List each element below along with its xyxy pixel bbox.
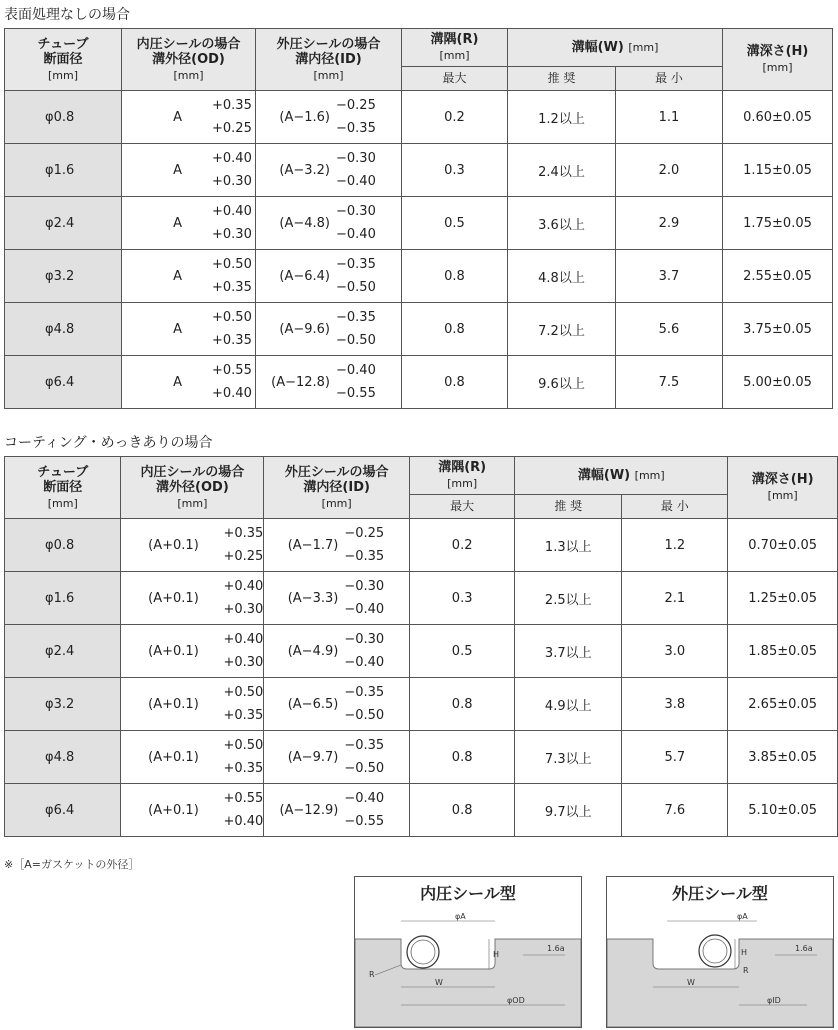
cell-depth: 1.75±0.05 (723, 197, 833, 250)
cell-width-min: 7.5 (616, 356, 723, 409)
cell-corner-r: 0.8 (410, 678, 515, 731)
cell-groove-od (122, 91, 256, 144)
cell-groove-od (121, 519, 264, 572)
cell-width-recommended: 4.8以上 (508, 250, 616, 303)
label-a: φA (737, 912, 748, 921)
gasket-circle-inner (703, 939, 727, 963)
id-tol-upper: −0.35 (336, 257, 376, 272)
cell-depth: 1.25±0.05 (728, 572, 838, 625)
id-base: (A−3.3) (287, 590, 339, 606)
table-row (5, 731, 838, 784)
cell-width-recommended: 1.2以上 (508, 91, 616, 144)
cell-width-min: 3.7 (616, 250, 723, 303)
label-finish: 1.6a (795, 944, 813, 953)
cell-corner-r: 0.8 (402, 250, 508, 303)
header-gap: 溝隅(R) [mm] (402, 29, 508, 67)
header-width-recommended: 推 奨 (508, 67, 616, 91)
cell-tube-diameter: φ1.6 (5, 572, 121, 625)
cell-width-recommended: 7.3以上 (515, 731, 622, 784)
cell-groove-id (264, 572, 410, 625)
od-tol-upper: +0.50 (212, 310, 252, 325)
cell-groove-id (256, 144, 402, 197)
id-base: (A−4.9) (287, 643, 339, 659)
header-width-min: 最 小 (622, 495, 728, 519)
table-row (5, 678, 838, 731)
id-tol-upper: −0.25 (336, 98, 376, 113)
cell-width-recommended: 3.6以上 (508, 197, 616, 250)
cell-depth: 3.85±0.05 (728, 731, 838, 784)
header-outer-seal: 外圧シールの場合 溝内径(ID) [mm] (264, 457, 410, 519)
cell-tube-diameter: φ1.6 (5, 144, 122, 197)
cell-groove-id (256, 303, 402, 356)
cell-corner-r: 0.8 (410, 731, 515, 784)
table-row (5, 144, 833, 197)
label-h: H (493, 950, 500, 959)
id-tol-lower: −0.50 (336, 280, 376, 295)
od-tol-lower: +0.35 (212, 333, 252, 348)
groove-table-coating (4, 456, 838, 837)
cell-groove-id (264, 731, 410, 784)
cell-groove-id (256, 91, 402, 144)
cell-tube-diameter: φ3.2 (5, 250, 122, 303)
cell-groove-id (256, 197, 402, 250)
header-tube: チューブ 断面径 [mm] (5, 29, 122, 91)
cell-groove-id (256, 356, 402, 409)
od-tol-upper: +0.55 (212, 363, 252, 378)
label-finish: 1.6a (547, 944, 565, 953)
id-base: (A−12.9) (279, 802, 339, 818)
cell-groove-id (264, 678, 410, 731)
cell-width-recommended: 3.7以上 (515, 625, 622, 678)
cell-depth: 5.00±0.05 (723, 356, 833, 409)
od-base: A (173, 374, 182, 390)
diagram-outer-seal (606, 876, 834, 1028)
cell-corner-r: 0.5 (402, 197, 508, 250)
cell-width-recommended: 9.6以上 (508, 356, 616, 409)
cell-corner-r: 0.8 (402, 303, 508, 356)
id-base: (A−6.4) (279, 268, 330, 284)
od-base: (A+0.1) (148, 749, 199, 765)
header-gap: 溝隅(R) [mm] (410, 457, 515, 495)
id-tol-lower: −0.40 (336, 174, 376, 189)
id-tol-lower: −0.50 (344, 761, 385, 776)
id-base: (A−1.7) (287, 537, 339, 553)
header-depth: 溝深さ(H) [mm] (723, 29, 833, 91)
id-tol-upper: −0.30 (344, 579, 385, 594)
id-tol-upper: −0.35 (336, 310, 376, 325)
od-base: A (173, 215, 182, 231)
cell-corner-r: 0.3 (402, 144, 508, 197)
od-tol-upper: +0.40 (223, 632, 264, 647)
cell-tube-diameter: φ0.8 (5, 91, 122, 144)
cell-width-min: 2.0 (616, 144, 723, 197)
header-outer-seal: 外圧シールの場合 溝内径(ID) [mm] (256, 29, 402, 91)
cell-depth: 2.65±0.05 (728, 678, 838, 731)
od-tol-lower: +0.40 (223, 814, 264, 829)
cell-width-recommended: 7.2以上 (508, 303, 616, 356)
od-tol-lower: +0.35 (223, 708, 264, 723)
od-tol-lower: +0.25 (212, 121, 252, 136)
od-base: (A+0.1) (148, 537, 199, 553)
cell-width-min: 3.0 (622, 625, 728, 678)
table-row (5, 250, 833, 303)
cell-depth: 2.55±0.05 (723, 250, 833, 303)
id-tol-lower: −0.35 (336, 121, 376, 136)
od-base: A (173, 321, 182, 337)
id-base: (A−9.7) (287, 749, 339, 765)
od-tol-lower: +0.30 (223, 655, 264, 670)
header-width-min: 最 小 (616, 67, 723, 91)
cell-width-recommended: 1.3以上 (515, 519, 622, 572)
cell-groove-od (122, 197, 256, 250)
label-r: R (369, 970, 375, 979)
id-tol-lower: −0.50 (336, 333, 376, 348)
id-tol-upper: −0.35 (344, 685, 385, 700)
id-tol-upper: −0.40 (344, 791, 385, 806)
od-tol-upper: +0.40 (223, 579, 264, 594)
label-id: φID (767, 996, 781, 1005)
od-base: (A+0.1) (148, 643, 199, 659)
cell-groove-id (264, 784, 410, 837)
od-tol-lower: +0.30 (223, 602, 264, 617)
cell-groove-od (122, 303, 256, 356)
od-tol-lower: +0.35 (223, 761, 264, 776)
section-title-coating: コーティング・めっきありの場合 (4, 435, 213, 451)
footnote: ※［A=ガスケットの外径］ (4, 858, 140, 871)
cell-corner-r: 0.5 (410, 625, 515, 678)
cell-width-min: 1.1 (616, 91, 723, 144)
table-row (5, 572, 838, 625)
table-row (5, 519, 838, 572)
cell-corner-r: 0.8 (410, 784, 515, 837)
cell-width-min: 5.7 (622, 731, 728, 784)
od-tol-upper: +0.35 (223, 526, 264, 541)
header-width-recommended: 推 奨 (515, 495, 622, 519)
cell-width-recommended: 2.5以上 (515, 572, 622, 625)
groove-table-no-treatment (4, 28, 833, 409)
header-inner-seal: 内圧シールの場合 溝外径(OD) [mm] (121, 457, 264, 519)
cell-groove-od (121, 625, 264, 678)
cell-groove-od (122, 356, 256, 409)
id-tol-upper: −0.25 (344, 526, 385, 541)
header-gap-max: 最大 (410, 495, 515, 519)
od-tol-upper: +0.40 (212, 151, 252, 166)
cell-tube-diameter: φ2.4 (5, 625, 121, 678)
header-depth: 溝深さ(H) [mm] (728, 457, 838, 519)
diagram-inner-seal (354, 876, 582, 1028)
od-base: (A+0.1) (148, 802, 199, 818)
table-row (5, 303, 833, 356)
cell-corner-r: 0.8 (402, 356, 508, 409)
cell-tube-diameter: φ4.8 (5, 303, 122, 356)
gasket-circle-inner (411, 940, 435, 964)
od-base: A (173, 268, 182, 284)
cell-width-min: 1.2 (622, 519, 728, 572)
od-base: (A+0.1) (148, 590, 199, 606)
cell-groove-od (121, 784, 264, 837)
table-row (5, 197, 833, 250)
header-gap-max: 最大 (402, 67, 508, 91)
id-base: (A−12.8) (271, 374, 330, 390)
label-a: φA (455, 912, 466, 921)
section-title-no-treatment: 表面処理なしの場合 (4, 7, 130, 23)
cell-groove-id (264, 625, 410, 678)
cell-corner-r: 0.2 (402, 91, 508, 144)
od-tol-upper: +0.50 (223, 738, 264, 753)
cell-groove-od (121, 572, 264, 625)
cell-width-recommended: 9.7以上 (515, 784, 622, 837)
od-tol-lower: +0.30 (212, 174, 252, 189)
label-w: W (435, 978, 443, 987)
id-tol-lower: −0.55 (336, 386, 376, 401)
label-w: W (687, 978, 695, 987)
label-h: H (741, 948, 748, 957)
header-width: 溝幅(W) [mm] (515, 457, 728, 495)
od-tol-upper: +0.50 (212, 257, 252, 272)
cell-tube-diameter: φ4.8 (5, 731, 121, 784)
cell-corner-r: 0.2 (410, 519, 515, 572)
header-inner-seal: 内圧シールの場合 溝外径(OD) [mm] (122, 29, 256, 91)
label-r: R (743, 966, 749, 975)
cell-depth: 3.75±0.05 (723, 303, 833, 356)
id-tol-lower: −0.40 (344, 655, 385, 670)
cell-depth: 1.15±0.05 (723, 144, 833, 197)
header-width: 溝幅(W) [mm] (508, 29, 723, 67)
od-tol-lower: +0.40 (212, 386, 252, 401)
cell-width-recommended: 4.9以上 (515, 678, 622, 731)
id-base: (A−4.8) (279, 215, 330, 231)
id-tol-upper: −0.30 (344, 632, 385, 647)
cell-width-min: 5.6 (616, 303, 723, 356)
id-tol-lower: −0.55 (344, 814, 385, 829)
table-row (5, 625, 838, 678)
table-row (5, 784, 838, 837)
cell-groove-od (121, 678, 264, 731)
id-tol-lower: −0.35 (344, 549, 385, 564)
id-base: (A−3.2) (279, 162, 330, 178)
cell-depth: 0.70±0.05 (728, 519, 838, 572)
od-base: (A+0.1) (148, 696, 199, 712)
od-base: A (173, 162, 182, 178)
cell-tube-diameter: φ2.4 (5, 197, 122, 250)
id-tol-upper: −0.35 (344, 738, 385, 753)
table-row (5, 356, 833, 409)
cell-depth: 1.85±0.05 (728, 625, 838, 678)
cell-tube-diameter: φ3.2 (5, 678, 121, 731)
od-tol-lower: +0.30 (212, 227, 252, 242)
od-tol-lower: +0.35 (212, 280, 252, 295)
id-tol-upper: −0.30 (336, 151, 376, 166)
od-tol-upper: +0.55 (223, 791, 264, 806)
cell-tube-diameter: φ6.4 (5, 784, 121, 837)
table-row (5, 91, 833, 144)
od-tol-upper: +0.50 (223, 685, 264, 700)
id-base: (A−6.5) (287, 696, 339, 712)
od-tol-lower: +0.25 (223, 549, 264, 564)
cell-width-min: 3.8 (622, 678, 728, 731)
diagram-outer-drawing (607, 877, 833, 1027)
cell-groove-od (121, 731, 264, 784)
od-tol-upper: +0.35 (212, 98, 252, 113)
cell-corner-r: 0.3 (410, 572, 515, 625)
id-tol-lower: −0.40 (344, 602, 385, 617)
cell-tube-diameter: φ6.4 (5, 356, 122, 409)
cell-depth: 5.10±0.05 (728, 784, 838, 837)
cell-groove-id (256, 250, 402, 303)
id-tol-upper: −0.40 (336, 363, 376, 378)
id-tol-lower: −0.50 (344, 708, 385, 723)
id-base: (A−1.6) (279, 109, 330, 125)
cell-groove-od (122, 250, 256, 303)
cell-depth: 0.60±0.05 (723, 91, 833, 144)
id-base: (A−9.6) (279, 321, 330, 337)
cell-groove-id (264, 519, 410, 572)
diagram-outer-title: 外圧シール型 (672, 884, 768, 903)
diagram-inner-title: 内圧シール型 (420, 884, 516, 903)
diagram-inner-drawing (355, 877, 581, 1027)
id-tol-upper: −0.30 (336, 204, 376, 219)
od-tol-upper: +0.40 (212, 204, 252, 219)
cell-tube-diameter: φ0.8 (5, 519, 121, 572)
id-tol-lower: −0.40 (336, 227, 376, 242)
cell-groove-od (122, 144, 256, 197)
od-base: A (173, 109, 182, 125)
cell-width-min: 2.9 (616, 197, 723, 250)
cell-width-min: 2.1 (622, 572, 728, 625)
cell-width-min: 7.6 (622, 784, 728, 837)
cell-width-recommended: 2.4以上 (508, 144, 616, 197)
label-od: φOD (507, 996, 525, 1005)
header-tube: チューブ 断面径 [mm] (5, 457, 121, 519)
